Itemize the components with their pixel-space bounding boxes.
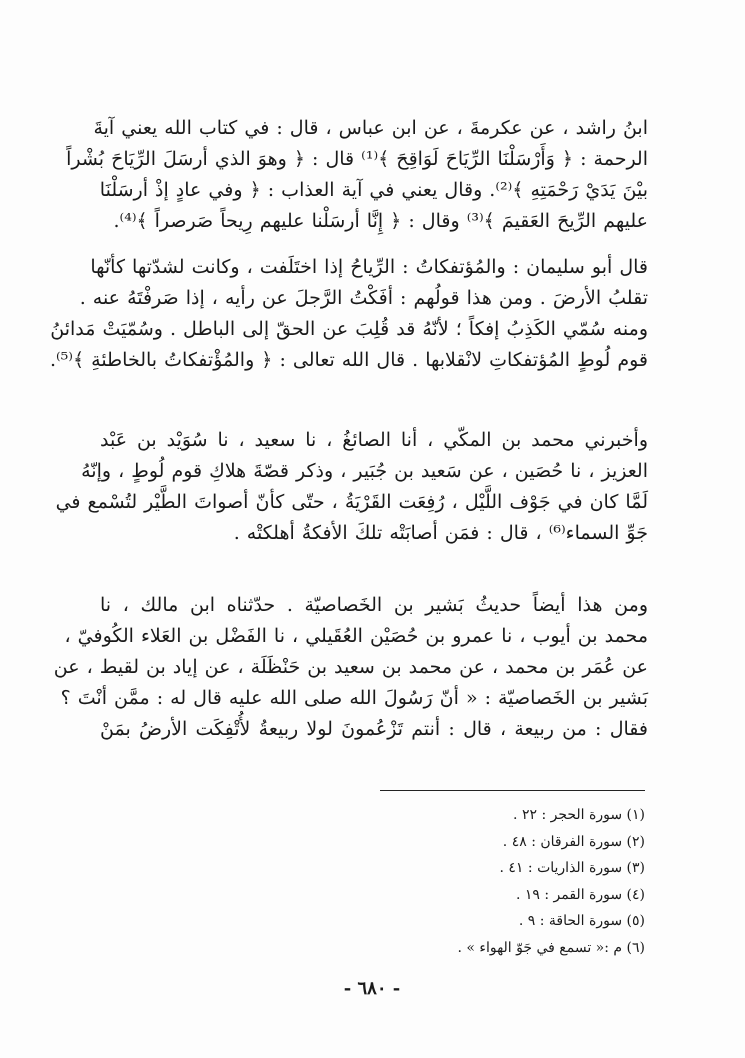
footnote-item: (٥) سورة الحاقة : ٩ . (518, 913, 645, 929)
text-line: لَمَّا كان في جَوْف اللَّيْل ، رُفِعَت القَرْيَةُ ، حتّى كأنّ أصواتَ الطَّيْر لتُسْمع في (55, 491, 648, 513)
text-line: قال أبو سليمان : والمُؤتفكاتُ : الرِّياحُ إذا اختَلَفت ، وكانت لشدّتها كأنّها (90, 256, 648, 278)
footnote-item: (٢) سورة الفرقان : ٤٨ . (502, 833, 645, 850)
paragraph-4 (53, 590, 648, 745)
text-line: جَوِّ السماء⁽⁶⁾ ، قال : فمَن أصابَتْه تلكَ الأفكةُ أهلكتْه . (233, 522, 648, 544)
text-line: محمد بن أيوب ، نا عمرو بن حُصَيْن العُقَيلي ، نا الفَضْل بن العَلاء الكُوفيّ ، (64, 625, 648, 647)
text-line: قوم لُوطٍ المُؤتفكاتِ لانْقلابها . قال الله تعالى : ﴿ والمُؤْتفكاتُ بالخاطئةِ ﴾⁽⁵⁾. (49, 349, 648, 371)
text-line: عليهم الرِّيحَ العَقيمَ ﴾⁽³⁾ وقال : ﴿ إِنَّا أرسَلْنا عليهم رِيحاً صَرصراً ﴾⁽⁴⁾. (113, 210, 648, 232)
footnotes (250, 802, 645, 961)
text-line: بَشير بن الخَصاصيّة : « أنّ رَسُولَ الله صلى الله عليه قال له : ممَّن أنْتَ ؟ (60, 687, 648, 709)
text-line: الرحمة : ﴿ وَأَرْسَلْنَا الرِّيَاحَ لَوَاقِحَ ﴾⁽¹⁾ قال : ﴿ وهوَ الذي أرسَلَ الرِّيَاحَ بُشْراً (66, 148, 648, 170)
footnote-item: (٤) سورة القمر : ١٩ . (515, 886, 645, 903)
footnote-item: (٦) م :« تسمع في جَوّ الهواء » . (457, 939, 645, 956)
text-line: تقلبُ الأرضَ . ومن هذا قولُهم : أفَكْتُ الرَّجلَ عن رأيه ، إذا صَرفْتَهُ عنه . (79, 287, 648, 309)
text-line: ومنه سُمّي الكَذِبُ إفكاً ؛ لأنّهُ قد قُلِبَ عن الحقّ إلى الباطل . وسُمّيَتْ مَدائنُ (50, 318, 648, 340)
paragraph-1 (66, 113, 648, 237)
text-line: العزيز ، نا حُصَين ، عن سَعيد بن جُبَير ، وذكر قصّةَ هلاكِ قوم لُوطٍ ، وإنّهُ (81, 460, 648, 482)
footnote-divider (380, 790, 645, 791)
footnote-item: (١) سورة الحجر : ٢٢ . (513, 807, 645, 823)
text-line: عن عُمَر بن محمد ، عن محمد بن سعيد بن حَنْظَلَة ، عن إياد بن لقيط ، عن (53, 656, 648, 678)
paragraph-2 (49, 252, 648, 376)
paragraph-3 (55, 425, 648, 549)
text-line: وأخبرني محمد بن المكّي ، أنا الصائغُ ، نا سعيد ، نا سُوَيْد بن عَبْد (100, 429, 648, 451)
text-line: فقال : من ربيعة ، قال : أنتم تَزْعُمونَ لولا ربيعةُ لأُتْفِكَت الأرضُ بمَنْ (100, 718, 648, 740)
text-line: ومن هذا أيضاً حديثُ بَشير بن الخَصاصيّة . حدّثناه ابن مالك ، نا (100, 594, 648, 616)
footnote-item: (٣) سورة الذاريات : ٤١ . (499, 860, 645, 876)
page-number: - ٦٨٠ - (343, 978, 401, 999)
text-line: ابنُ راشد ، عن عكرمةَ ، عن ابن عباس ، قال : في كتاب الله يعني آيةَ (93, 117, 648, 139)
text-line: بيْنَ يَدَيْ رَحْمَتِهِ ﴾⁽²⁾. وقال يعني في آية العذاب : ﴿ وفي عادٍ إذْ أرسَلْنَا (99, 179, 648, 201)
